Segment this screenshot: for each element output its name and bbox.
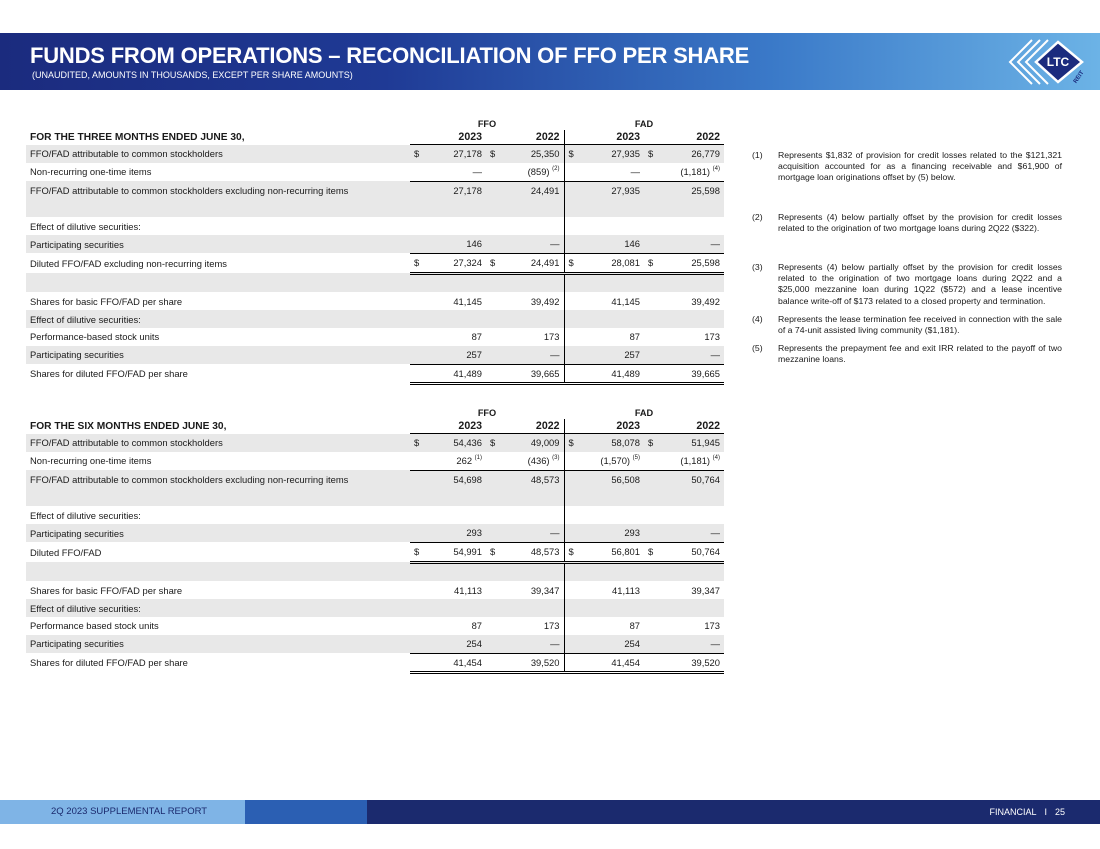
cell-value: 48,573 [530,546,560,558]
footnote-text: Represents the lease termination fee received in connection with the sale of a 74-unit assisted living community ($1,181). [778,313,1062,336]
row-label: Performance based stock units [30,620,159,632]
row-label: FFO/FAD attributable to common stockholders excluding non-recurring items [26,470,410,488]
currency-sign: $ [490,437,496,449]
currency-sign: $ [414,257,420,269]
page-subtitle: (UNAUDITED, AMOUNTS IN THOUSANDS, EXCEPT PER SHARE AMOUNTS) [32,70,353,80]
footnote [752,343,1062,365]
footnotes [752,150,1062,366]
cell-value: 27,178 [453,148,482,160]
cell-value: 39,665 [486,364,564,384]
cell-value: 87 [471,331,482,343]
table-row [26,163,724,181]
footnote-ref: (5) [632,455,640,462]
cell-value: 87 [564,328,644,346]
cell-value: 25,598 [644,181,724,199]
cell-value: 41,113 [564,581,644,599]
logo-subtext: REIT [1072,70,1086,85]
cell-value: 27,935 [564,181,644,199]
currency-sign: $ [568,437,574,449]
page-number: 25 [1054,807,1065,817]
group-header-ffo: FFO [477,118,497,129]
row-label: Effect of dilutive securities: [30,220,141,232]
ltc-reit-logo [1000,36,1090,88]
section-indicator [989,807,1065,817]
table-row [26,542,724,562]
table-row [26,635,724,653]
row-label: Shares for basic FFO/FAD per share [30,584,183,596]
ffo-three-months-table [26,117,724,385]
cell-value: 293 [410,524,486,542]
row-label: Shares for basic FFO/FAD per share [30,295,183,307]
table-row [26,581,724,599]
cell-value: — [486,346,564,364]
row-label: Performance-based stock units [30,331,160,343]
year-header: 2023 [564,419,644,434]
row-label: FFO/FAD attributable to common stockholders [26,145,410,163]
cell-value: 41,489 [564,364,644,384]
year-header: 2023 [410,130,486,145]
table-row [26,452,724,470]
cell-value: (1,181) [680,455,711,467]
cell-value: 28,081 [611,257,640,269]
year-header: 2023 [410,419,486,434]
logo-text: LTC [1046,55,1070,69]
footnote-number: (4) [752,313,763,324]
cell-value: — [644,524,724,542]
footnote-ref: (4) [712,166,720,173]
group-header-fad: FAD [634,118,654,129]
table-row [26,181,724,199]
cell-value: 54,436 [453,437,482,449]
currency-sign: $ [414,437,420,449]
table-row [26,235,724,253]
cell-value: 39,492 [691,295,720,307]
currency-sign: $ [648,148,654,160]
table-row [26,470,724,488]
row-label: Effect of dilutive securities: [26,310,410,328]
cell-value: 56,801 [611,546,640,558]
table-row [26,217,724,235]
footnote [752,212,1062,234]
row-label: Participating securities [26,524,410,542]
table-row [26,310,724,328]
currency-sign: $ [568,546,574,558]
cell-value: 27,178 [410,181,486,199]
row-label: Shares for diluted FFO/FAD per share [30,368,188,380]
cell-value: (436) [527,455,550,467]
cell-value: 54,991 [453,546,482,558]
cell-value: 24,491 [486,181,564,199]
cell-value: 41,489 [410,364,486,384]
footnote-number: (2) [752,211,763,222]
cell-value: 41,145 [564,292,644,310]
page-title: FUNDS FROM OPERATIONS – RECONCILIATION OF FFO PER SHARE [30,43,750,68]
currency-sign: $ [648,546,654,558]
cell-value: 173 [704,331,720,343]
year-header: 2022 [644,419,724,434]
spacer-row [26,488,724,506]
row-label: Participating securities [26,635,410,653]
header-banner [0,33,1100,90]
spacer-row [26,273,724,292]
table-row [26,292,724,310]
ffo-six-months-table [26,406,724,674]
table-row [26,524,724,542]
footnote [752,150,1062,184]
currency-sign: $ [568,257,574,269]
year-header: 2022 [486,130,564,145]
currency-sign: $ [490,546,496,558]
cell-value: 262 [456,455,473,467]
footnote-text: Represents (4) below partially offset by the provision for credit losses related to the origination of two mortgage loans during 2Q22 and a $25,000 mezzanine loan during 1Q22 ($572) and a lease incentive balance write-off of $173 related to a closed property and termination. [778,262,1062,306]
cell-value: 87 [564,617,644,635]
cell-value: — [644,346,724,364]
cell-value: 51,945 [691,437,720,449]
row-label: Participating securities [26,235,410,253]
spacer-row [26,199,724,217]
cell-value: 50,764 [644,470,724,488]
table-row [26,346,724,364]
cell-value: 24,491 [530,257,560,269]
currency-sign: $ [568,148,574,160]
cell-value: 39,665 [644,364,724,384]
cell-value: 146 [564,235,644,253]
cell-value: 50,764 [691,546,720,558]
cell-value: 48,573 [486,470,564,488]
cell-value: 39,520 [644,653,724,673]
cell-value: — [486,235,564,253]
cell-value: 41,145 [453,295,482,307]
cell-value: 41,454 [410,653,486,673]
cell-value: — [486,635,564,653]
cell-value: 87 [471,620,482,632]
group-header-ffo: FFO [477,407,497,418]
footnote-ref: (4) [712,455,720,462]
table-row [26,506,724,524]
cell-value: 254 [564,635,644,653]
row-label: Non-recurring one-time items [30,455,152,467]
table-row [26,145,724,163]
cell-value: 293 [564,524,644,542]
currency-sign: $ [490,148,496,160]
spacer-row [26,562,724,581]
year-header: 2022 [644,130,724,145]
cell-value: 39,347 [530,584,560,596]
currency-sign: $ [414,546,420,558]
row-label: Diluted FFO/FAD excluding non-recurring items [30,257,227,269]
cell-value: — [486,524,564,542]
cell-value: 173 [543,620,560,632]
footnote-text: Represents $1,832 of provision for credit losses related to the $121,321 acquisition accounted for as a financing receivable and $61,900 of mortgage loan originations offset by (5) below. [778,150,1062,183]
cell-value: 39,492 [530,295,560,307]
row-label: Effect of dilutive securities: [30,509,141,521]
cell-value: 41,113 [454,584,482,596]
cell-value: — [644,235,724,253]
section-name: FINANCIAL [989,807,1037,817]
period-header: FOR THE THREE MONTHS ENDED JUNE 30, [30,131,245,143]
footnote-number: (1) [752,150,763,160]
table-row [26,253,724,273]
year-header: 2022 [486,419,564,434]
cell-value: 25,598 [691,257,720,269]
cell-value: — [630,166,640,178]
currency-sign: $ [648,257,654,269]
cell-value: 173 [543,331,560,343]
cell-value: (1,570) [600,455,631,467]
cell-value: 146 [410,235,486,253]
footnote-ref: (3) [552,455,560,462]
section-divider: I [1044,807,1047,817]
table-row [26,599,724,617]
cell-value: 257 [410,346,486,364]
row-label: Participating securities [26,346,410,364]
row-label: Diluted FFO/FAD [30,546,102,558]
row-label: FFO/FAD attributable to common stockholders [26,434,410,452]
period-header: FOR THE SIX MONTHS ENDED JUNE 30, [30,420,227,432]
cell-value: — [472,166,482,178]
row-label: Effect of dilutive securities: [26,599,410,617]
row-label: FFO/FAD attributable to common stockholders excluding non-recurring items [26,181,410,199]
footnote-text: Represents the prepayment fee and exit IRR related to the payoff of two mezzanine loans. [778,343,1062,365]
currency-sign: $ [490,257,496,269]
row-label: Non-recurring one-time items [30,166,152,178]
year-header: 2023 [564,130,644,145]
cell-value: — [644,635,724,653]
footer-bar [0,800,1100,824]
footnote [752,314,1062,336]
cell-value: 26,779 [691,148,720,160]
cell-value: (1,181) [680,166,711,178]
row-label: Shares for diluted FFO/FAD per share [30,657,188,669]
cell-value: 27,324 [453,257,482,269]
cell-value: 54,698 [410,470,486,488]
cell-value: 254 [410,635,486,653]
cell-value: (859) [527,166,550,178]
currency-sign: $ [648,437,654,449]
footnote-text: Represents (4) below partially offset by the provision for credit losses related to the origination of two mortgage loans during 2Q22 ($322). [778,211,1062,233]
report-name: 2Q 2023 SUPPLEMENTAL REPORT [51,806,208,817]
cell-value: 257 [564,346,644,364]
cell-value: 58,078 [611,437,640,449]
cell-value: 25,350 [530,148,560,160]
footnote-number: (3) [752,262,763,273]
footnote-ref: (2) [552,166,560,173]
table-row [26,653,724,673]
cell-value: 56,508 [564,470,644,488]
cell-value: 49,009 [530,437,560,449]
cell-value: 39,347 [691,584,720,596]
cell-value: 41,454 [564,653,644,673]
cell-value: 27,935 [611,148,640,160]
table-row [26,434,724,452]
currency-sign: $ [414,148,420,160]
footnote-ref: (1) [474,455,482,462]
table-row [26,617,724,635]
footnote-number: (5) [752,343,763,354]
cell-value: 173 [704,620,720,632]
table-row [26,364,724,384]
table-row [26,328,724,346]
footnote [752,262,1062,307]
group-header-fad: FAD [634,407,654,418]
cell-value: 39,520 [486,653,564,673]
